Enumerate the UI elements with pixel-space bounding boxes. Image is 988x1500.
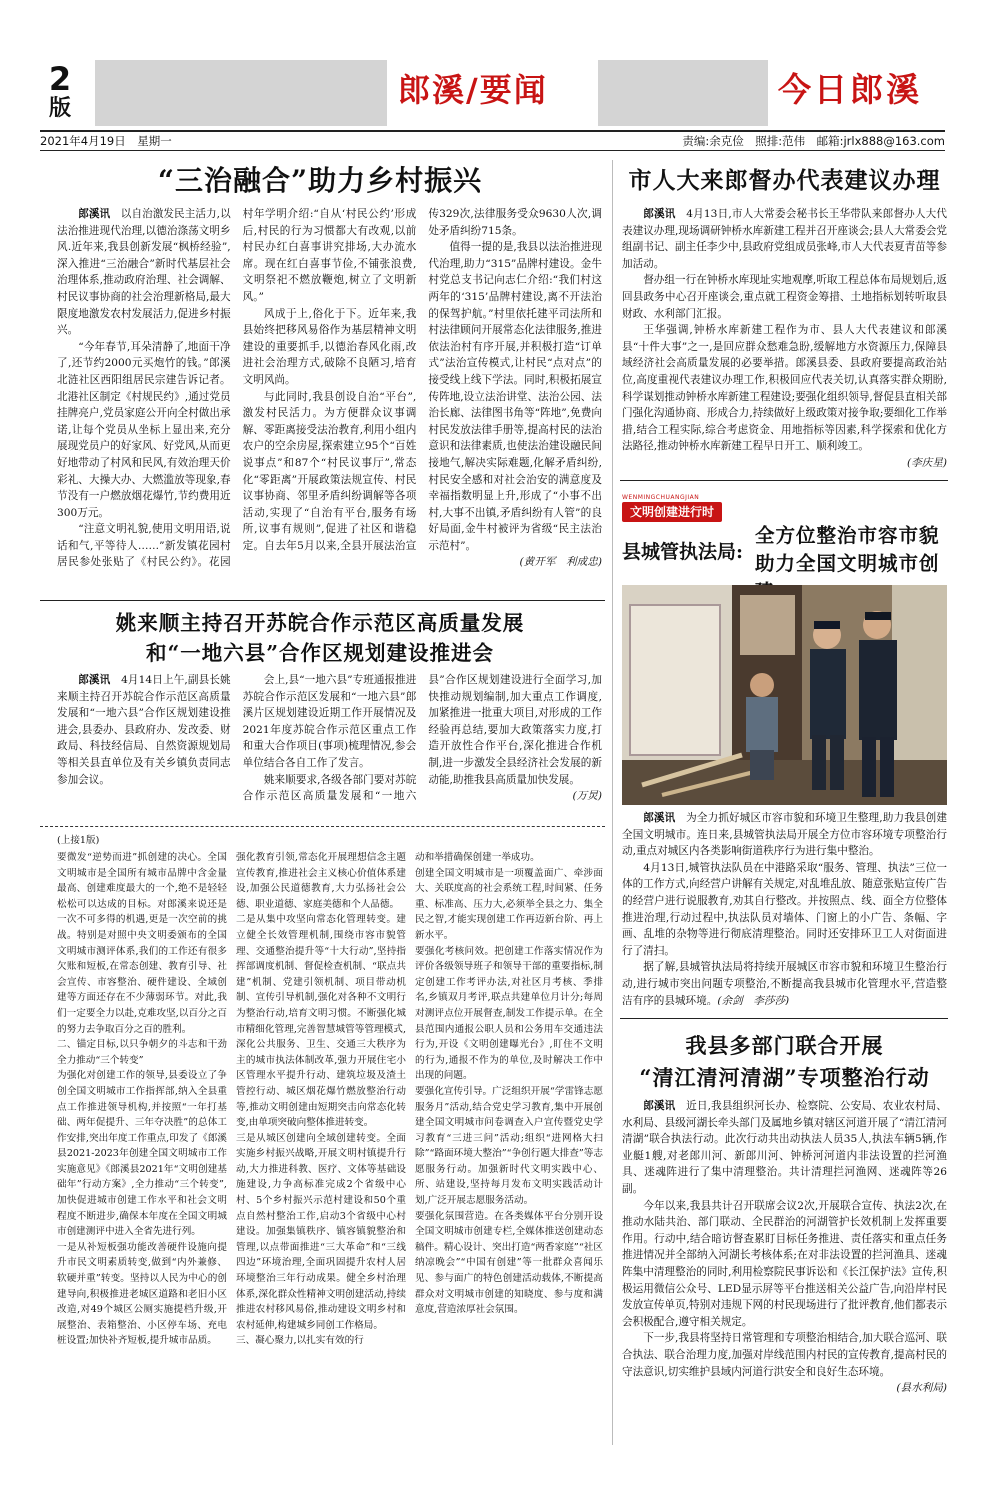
paper-name: 今日郎溪: [778, 70, 922, 109]
article-1-byline: (黄开军 利成忠): [519, 556, 602, 569]
page-number: 2 版: [48, 60, 72, 121]
article-1-para: “注意文明礼貌,使用文明用语,说话和气,平等待人……”新发镇花园村居民参处张贴了《村民公约》。花园村年学明介绍:“自从‘村民公约’形成后,村民的行为习惯都大有改观,以前村民办红白喜事讲究排场,大办流水席。现在红白喜事节俭,不铺张浪费,文明祭祀不燃放鞭炮,树立了文明新风。”: [57, 208, 417, 569]
news-photo: [622, 585, 947, 805]
badge-pinyin: WENMINGCHUANGJIAN: [622, 494, 700, 501]
article-1-title: “三治融合”助力乡村振兴: [157, 164, 483, 197]
rule-a1-bottom: [40, 600, 605, 601]
article-4-para: 会上,县“一地六县”专班通报推进苏皖合作示范区发展和“一地六县”郎溪片区规划建设近期工作开展情况及2021年度苏皖合作示范区重点工作和重大合作项目(事项)梳理情况,参会单位结合各自工作了发言。: [242, 674, 417, 769]
article-5-col-2: 强化教育引领,常态化开展理想信念主题宣传教育,推进社会主义核心价值体系建设,加强公民道德教育,大力弘扬社会公德、职业道德、家庭美德和个人品德。 二是从集中攻坚向常态化管理转变。建立健全长效管理机制,围绕市容市貌管理、交通整治提升等“十大行动”,坚持指挥部调度机制、督促检查机制、“联点共建”机制、党建引领机制、项目带动机制、宣传引导机制,强化对各种不文明行为整治行动,培育文明习惯。不断强化城市精细化管理,完善智慧城管等管理模式,深化公共服务、卫生、交通三大秩序为主的城市执法体制改革,强力开展住宅小区管理水平提升行动、建筑垃圾及渣土管控行动、城区烟花爆竹燃放整治行动等,推动文明创建由短期突击向常态化转变,由单项突破向整体推进转变。 三是从城区创建向全域创建转变。全面实施乡村振兴战略,开展文明村镇提升行动,大力推进科教、医疗、文体等基础设施建设,力争高标准完成2个省级中心村、5个乡村振兴示范村建设和50个重点自然村整治工作,启动3个省级中心村建设。加强集镇秩序、镇容镇貌整治和管理,以点带面推进“三大革命”和“三线四边”环境治理,全面巩固提升农村人居环境整治三年行动成果。健全乡村治理体系,深化群众性精神文明创建活动,持续推进农村移风易俗,推动建设文明乡村和农村延伸,构建城乡同创工作格局。 三、凝心聚力,以扎实有效的行: [236, 852, 406, 1347]
article-6-para: 今年以来,我县共计召开联席会议2次,开展联合宣传、执法2次,在推动水陆共治、部门联动、全民群治的河湖管护长效机制上发挥重要作用。行动中,结合暗访督查累盯目标任务推进、责任落实和重点任务推进情况并全部纳入河湖长考核体系;在对非法设置的拦河渔具、迷魂阵集中清理整治的同时,利用检察院民事诉讼和《长江保护法》宣传,积极运用微信公众号、LED显示屏等平台推送相关公益广告,向沿岸村民发放宣传单页,特别对违规下网的村民现场进行了批评教育,他们都表示会积极配合,遵守相关规定。: [622, 1199, 947, 1328]
header-gray-block-right: [598, 60, 768, 126]
article-5-col-3: 动和举措确保创建一举成功。 创建全国文明城市是一项覆盖面广、牵涉面大、关联度高的社会系统工程,时间紧、任务重、标准高、压力大,必须举全县之力、集全民之智,才能实现创建工作再迈新台阶、再上新水平。 要强化考核问效。把创建工作落实情况作为评价各级领导班子和领导干部的重要指标,制定创建工作考评办法,对社区月考核、季排名,乡镇双月考评,联点共建单位月计分;每周对测评点位开展督查,制发工作提示单。在全县范围内通报公职人员和公务用车交通违法行为,开设《文明创建曝光台》,盯住不文明的行为,通报不作为的单位,及时解决工作中出现的问题。 要强化宣传引导。广泛组织开展“学雷锋志愿服务月”活动,结合党史学习教育,集中开展创建全国文明城市问卷调查入户宣传暨党史学习教育“三进三问”活动;组织“进网格大扫除”“路面环境大整治”“争创行题大排查”等志愿服务行动。加强新时代文明实践中心、所、站建设,坚持每月发布文明实践活动计划,广泛开展志愿服务活动。 要强化氛围营造。在各类媒体平台分别开设全国文明城市创建专栏,全媒体推送创建动态稿件。精心设计、突出打造“两香家庭”“社区纳凉晚会”“中国有创建”等一批群众喜闻乐见、参与面广的特色创建活动载体,不断提高群众对文明城市创建的知晓度、参与度和满意度,营造浓厚社会氛围。: [415, 852, 603, 1316]
article-3-kicker: 县城管执法局:: [622, 541, 744, 563]
article-2-title: 市人大来郎督办代表建议办理: [628, 167, 941, 194]
article-1-para: 值得一提的是,我县以法治推进现代治理,助力“315”品牌村建设。金牛村党总支书记向志仁介绍:“我们村这两年的‘315’品牌村建设,离不开法治的保驾护航。”村里依托建平司法所和村法律顾问开展常态化法律服务,推进依法治村有序开展,并积极打造“订单式”法治宣传模式,让村民“点对点”的接受线上线下学法。同时,积极拓展宣传阵地,设立法治讲堂、法治公园、法治长廊、法律图书角等“阵地”,免费向村民发放法律手册等,提高村民的法治意识和法律素质,也使法治建设融民间接地气,解决实际难题,化解矛盾纠纷,村民安全感和对社会治安的满意度及幸福指数明显上升,形成了“小事不出村,大事不出镇,矛盾纠纷有人管”的良好局面,金牛村被评为省级“民主法治示范村”。: [428, 241, 602, 552]
article-2-para: 督办组一行在钟桥水库现址实地观摩,听取工程总体布局规划后,返回县政务中心召开座谈会,重点就工程资金筹措、土地指标划转听取县财政、水利部门汇报。: [622, 274, 947, 320]
article-3-body: [622, 810, 947, 1005]
article-2-para: 郎溪讯 4月13日,市人大常委会秘书长王华带队来郎督办人大代表建议办理,现场调研钟桥水库新建工程并召开座谈会;县人大常委会党组副书记、副主任李少中,县政府党组成员张峰,市人大代表夏青苗等参加活动。: [622, 208, 947, 270]
article-4-para: 郎溪讯 4月14日上午,副县长姚来顺主持召开苏皖合作示范区高质量发展和“一地六县”合作区规划建设推进会,县委办、县政府办、发改委、财政局、科技经信局、自然资源规划局等相关县直单位及有关乡镇负责同志参加会议。: [57, 674, 231, 786]
header-gray-block-left: [95, 60, 387, 126]
header-rule-top: [40, 130, 945, 132]
column-divider: [612, 160, 613, 1445]
article-2-para: 王华强调,钟桥水库新建工程作为市、县人大代表建议和郎溪县“十件大事”之一,是回应群众愁难急盼,缓解地方水资源压力,保障县域经济社会高质量发展的必要举措。郎溪县委、县政府要提高政治站位,高度重视代表建议办理工作,积极回应代表关切,认真落实群众期盼,科学谋划推动钟桥水库新建工程建设;要强化组织领导,督促县直相关部门强化沟通协商、形成合力,持续做好上级政策对接争取;要细化工作举措,结合工程实际,综合考虑资金、用地指标等因素,科学探索和优化方法路径,推动钟桥水库新建工程早日开工、顺利竣工。: [622, 324, 947, 453]
article-3-para: 据了解,县城管执法局将持续开展城区市容市貌和环境卫生整治行动,进行城市突出问题专项整治,不断提高我县城市化管理水平,营造整洁有序的县城环境。(余剑 李莎莎): [622, 961, 947, 1005]
article-1-body: [57, 206, 602, 596]
article-1-para: 风成于上,俗化于下。近年来,我县始终把移风易俗作为基层精神文明建设的重要抓手,以德治春风化雨,改进社会治理方式,破除不良陋习,培育文明风尚。: [242, 307, 417, 386]
section-title: 郎溪/要闻: [398, 71, 548, 109]
worker-figure: [746, 673, 778, 780]
article-3-headline: 全方位整治市容市貌 助力全国文明城市创: [755, 524, 940, 575]
article-1-para: 与此同时,我县创设自治“平台”,激发村民活力。为方便群众议事调解、零距离接受法治教育,利用小组内农户的空余房屋,探索建立95个“百姓说事点”和87个“村民议事厅”,常态化“零距离”开展政策法规宣传、村民议事协商、邻里矛盾纠纷调解等各项活动,实现了“自治有平台,服务有场所,议事有规则”,促进了社区和谐稳定。自去年5月以来,全县开展法治宣传329次,法律服务受众9630人次,调处矛盾纠纷715条。: [242, 208, 602, 552]
rule-a3-bottom: [620, 1018, 948, 1019]
article-4-title: 姚来顺主持召开苏皖合作示范区高质量发展 和“一地六县”合作区规划建设推进会: [115, 611, 525, 665]
masthead: [0, 0, 988, 160]
article-4-body: [57, 672, 602, 812]
article-6-body: [622, 1098, 947, 1443]
issue-date: 2021年4月19日 星期一: [40, 134, 172, 148]
article-4-byline: (万炅): [572, 790, 602, 803]
article-2-byline: (李庆星): [906, 456, 947, 469]
article-4-para: 姚来顺要求,各级各部门要对苏皖合作示范区高质量发展和“一地六县”合作区规划建设进行全面学习,加快推动规划编制,加大重点工作调度,加紧推进一批重大项目,对形成的工作经验再总结,要加大政策落实力度,打造开放性合作平台,深化推进合作机制,进一步激发全县经济社会发展的新动能,助推我县高质量加快发展。: [242, 674, 602, 803]
badge-label: 文明创建进行时: [622, 502, 722, 522]
header-rule-bottom: [40, 150, 945, 151]
article-1-para: 郎溪讯 以自治激发民主活力,以法治推进现代治理,以德治涤荡文明乡风.近年来,我县创新发展“枫桥经验”,深入推进“三治融合”新时代基层社会治理体系,推动政府治理、社会调解、村民议事协商的社会治理新格局,最大限度地激发农村发展活力,促进乡村振兴。: [57, 208, 231, 337]
article-3-para: 郎溪讯 为全力抓好城区市容市貌和环境卫生整理,助力我县创建全国文明城市。连日来,县城管执法局开展全方位市容环境专项整治行动,重点对城区内各类影响街道秩序行为进行集中整治。: [622, 812, 947, 858]
article-2-body: [622, 206, 947, 476]
article-6-title: 我县多部门联合开展 “清江清河清湖”专项整治行动: [639, 1033, 930, 1090]
rule-a4-bottom: [40, 826, 605, 828]
article-1-para: “今年春节,耳朵清静了,地面干净了,还节约2000元买炮竹的钱。”郎溪北涟社区西阳组居民宗建告诉记者。北港社区制定《村规民约》,通过党员挂牌亮户,党员家庭公开向全村做出承诺,让每个党员从坐标上显出来,充分展现党员户的好家风、好党风,从而更好地带动了村风和民风,有效治理天价彩礼、大操大办、大燃滥放等现象,春节没有一户燃放烟花爆竹,节约费用近300万元。: [57, 340, 231, 519]
editor-credits: 责编:余克俭 照排:范伟 邮箱:jrlx888@163.com: [682, 134, 945, 148]
photo-scene: [622, 585, 947, 805]
article-6-para: 下一步,我县将坚持日常管理和专项整治相结合,加大联合巡河、联合执法、联合治理力度,加强对岸线范围内村民的宣传教育,提高村民的守法意识,切实维护县域内河道行洪安全和良好生态环境。 (县水利局): [622, 1332, 947, 1395]
article-3-para: 4月13日,城管执法队员在中港路采取“服务、管理、执法”三位一体的工作方式,向经营户讲解有关规定,对乱堆乱放、随意张贴宣传广告的经营户进行说服教育,劝其自行整改。并按照点、线、面全方位整体推进治理,行动过程中,执法队员对墙体、门窗上的小广告、条幅、字画、乱堆的杂物等进行彻底清理整治。同时还安排环卫工人对街面进行了清扫。: [622, 861, 947, 957]
continued-note: (上接1版): [57, 835, 100, 846]
civilization-badge: [622, 494, 752, 522]
rule-a2-bottom: [620, 480, 948, 481]
article-5-col-1: 要微发“逆势而进”抓创建的决心。全国文明城市是全国所有城市品牌中含金量最高、创建难度最大的一个,绝不是轻轻松松可以达成的目标。对郎溪来说还是一次不可多得的机遇,更是一次空前的挑战。特别是对照中央文明委颁布的全国文明城市测评体系,我们的工作还有很多欠账和短板,在常态创建、教育引导、社会宣传、市容整治、硬件建设、全域创建等方面还存在不少薄弱环节。对此,我们一定要全力以赴,克难攻坚,以百分之百的努力去争取百分之百的胜利。 二、锚定目标,以只争朝夕的斗志和干劲全力推动“三个转变” 为强化对创建工作的领导,县委设立了争创全国文明城市工作指挥部,纳入全县重点工作推进领导机构,并按照“一年打基础、两年促提升、三年夺决胜”的总体工作安排,突出年度工作重点,印发了《郎溪县2021-2023年创建全国文明城市工作实施意见》《郎溪县2021年“文明创建基础年”行动方案》,全力推动“三个转变”,加快促进城市创建工作水平和社会文明程度不断进步,确保本年度在全国文明城市创建测评中进入全省先进行列。 一是从补短板强功能改善硬件设施向提升市民文明素质转变,做到“内外兼修、软硬并重”转变。坚持以人民为中心的创建导向,积极推进老城区道路和老旧小区改造,对49个城区公厕实施提档升级,开展整治、表箱整治、小区停车场、充电桩设置;加快补齐短板,提升城市品质。: [57, 852, 227, 1347]
article-6-para: 郎溪讯 近日,我县组织河长办、检察院、公安局、农业农村局、水利局、县级河湖长牵头部门及属地乡镇对辖区河道开展了“清江清河清湖”联合执法行动。此次行动共出动执法人员35人,执法车辆5辆,作业艇1艘,对老郎川河、新郎川河、钟桥河河道内非法设置的拦河渔具、迷魂阵进行了集中清理整治。共计清理拦河渔网、迷魂阵等26副。: [622, 1100, 947, 1195]
